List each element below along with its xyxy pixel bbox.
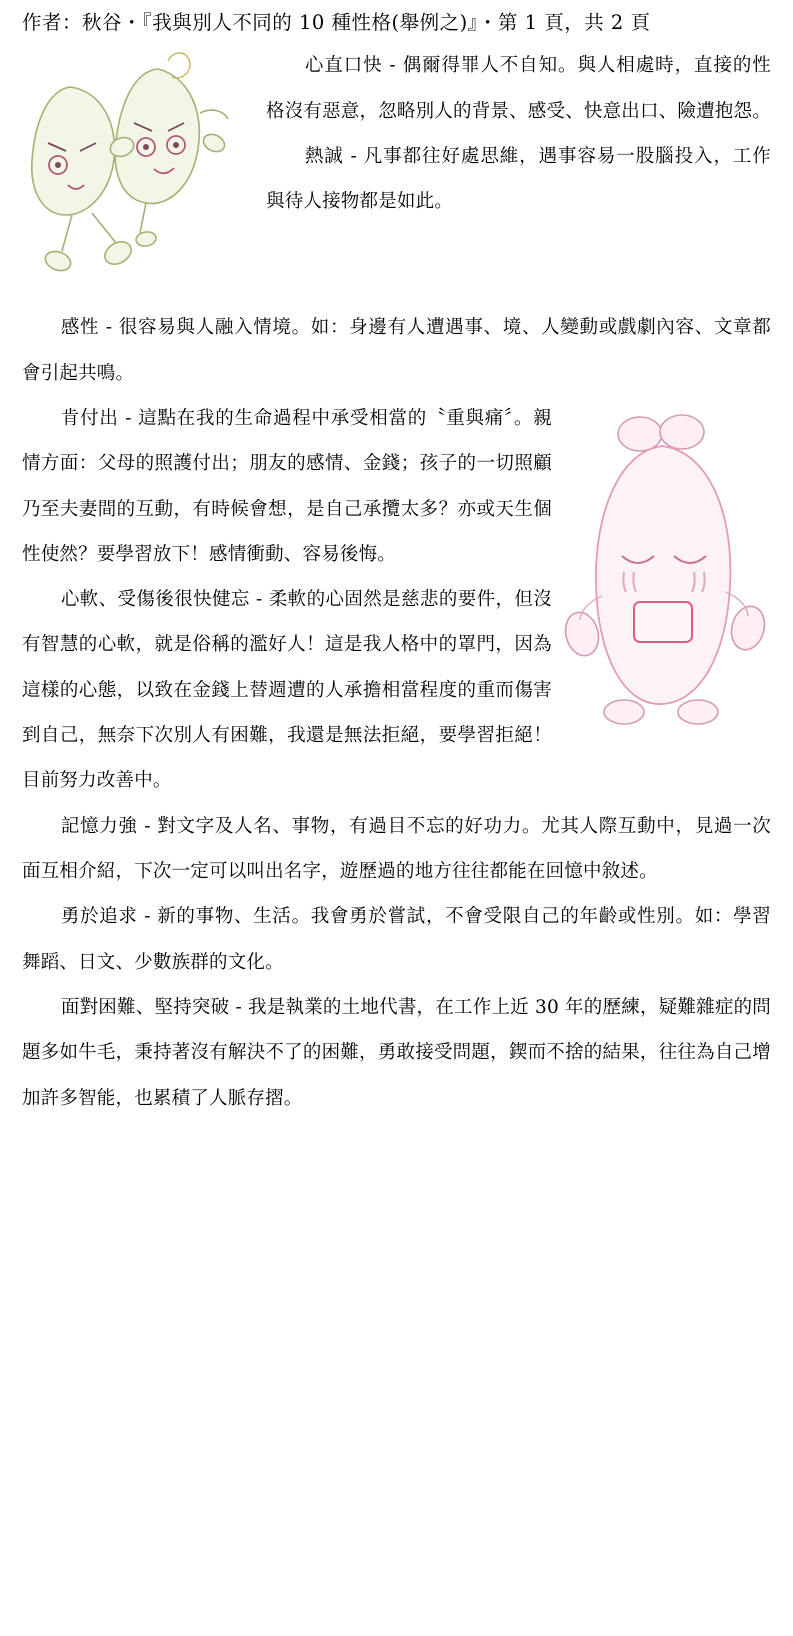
two-angry-leaf-characters-drawing bbox=[18, 47, 260, 305]
paragraph-5: 心軟、受傷後很快健忘 - 柔軟的心固然是慈悲的要件，但沒有智慧的心軟，就是俗稱的濫好人！這是我人格中的罩門，因為這樣的心態，以致在金錢上替週遭的人承擔相當程度的重而傷害到自己，無奈下次別人有困難，我還是無法拒絕，要學習拒絕！目前努力改善中。 bbox=[22, 589, 552, 792]
paragraph-3: 感性 - 很容易與人融入情境。如：身邊有人遭遇事、境、人變動或戲劇內容、文章都會引起共鳴。 bbox=[22, 317, 771, 384]
paragraph-6: 記憶力強 - 對文字及人名、事物，有過目不忘的好功力。尤其人際互動中，見過一次面互相介紹，下次一定可以叫出名字，遊歷過的地方往往都能在回憶中敘述。 bbox=[22, 815, 771, 882]
paragraph-7: 勇於追求 - 新的事物、生活。我會勇於嘗試，不會受限自己的年齡或性別。如：學習舞蹈、日文、少數族群的文化。 bbox=[22, 906, 771, 973]
sad-crying-leaf-character-drawing bbox=[562, 406, 777, 746]
paragraph-1: 心直口快 - 偶爾得罪人不自知。與人相處時，直接的性格沒有惡意，忽略別人的背景、感受、快意出口、險遭抱怨。 bbox=[266, 55, 771, 122]
paragraph-4: 肯付出 - 這點在我的生命過程中承受相當的〝重與痛〞。親情方面：父母的照護付出；朋友的感情、金錢；孩子的一切照顧乃至夫妻間的互動，有時候會想，是自己承攬太多？亦或天生個性使然？要學習放下！感情衝動、容易後悔。 bbox=[22, 407, 552, 565]
paragraph-2: 熱誠 - 凡事都往好處思維，遇事容易一股腦投入，工作與待人接物都是如此。 bbox=[266, 145, 771, 213]
document-header: 作者：秋谷・『我與別人不同的 10 種性格(舉例之)』・第 1 頁，共 2 頁 bbox=[22, 11, 651, 34]
paragraph-8: 面對困難、堅持突破 - 我是執業的土地代書，在工作上近 30 年的歷練，疑難雜症的問題多如牛毛，秉持著沒有解決不了的困難，勇敢接受問題，鍥而不捨的結果，往往為自己增加許多智能，也累積了人脈存摺。 bbox=[22, 996, 771, 1109]
